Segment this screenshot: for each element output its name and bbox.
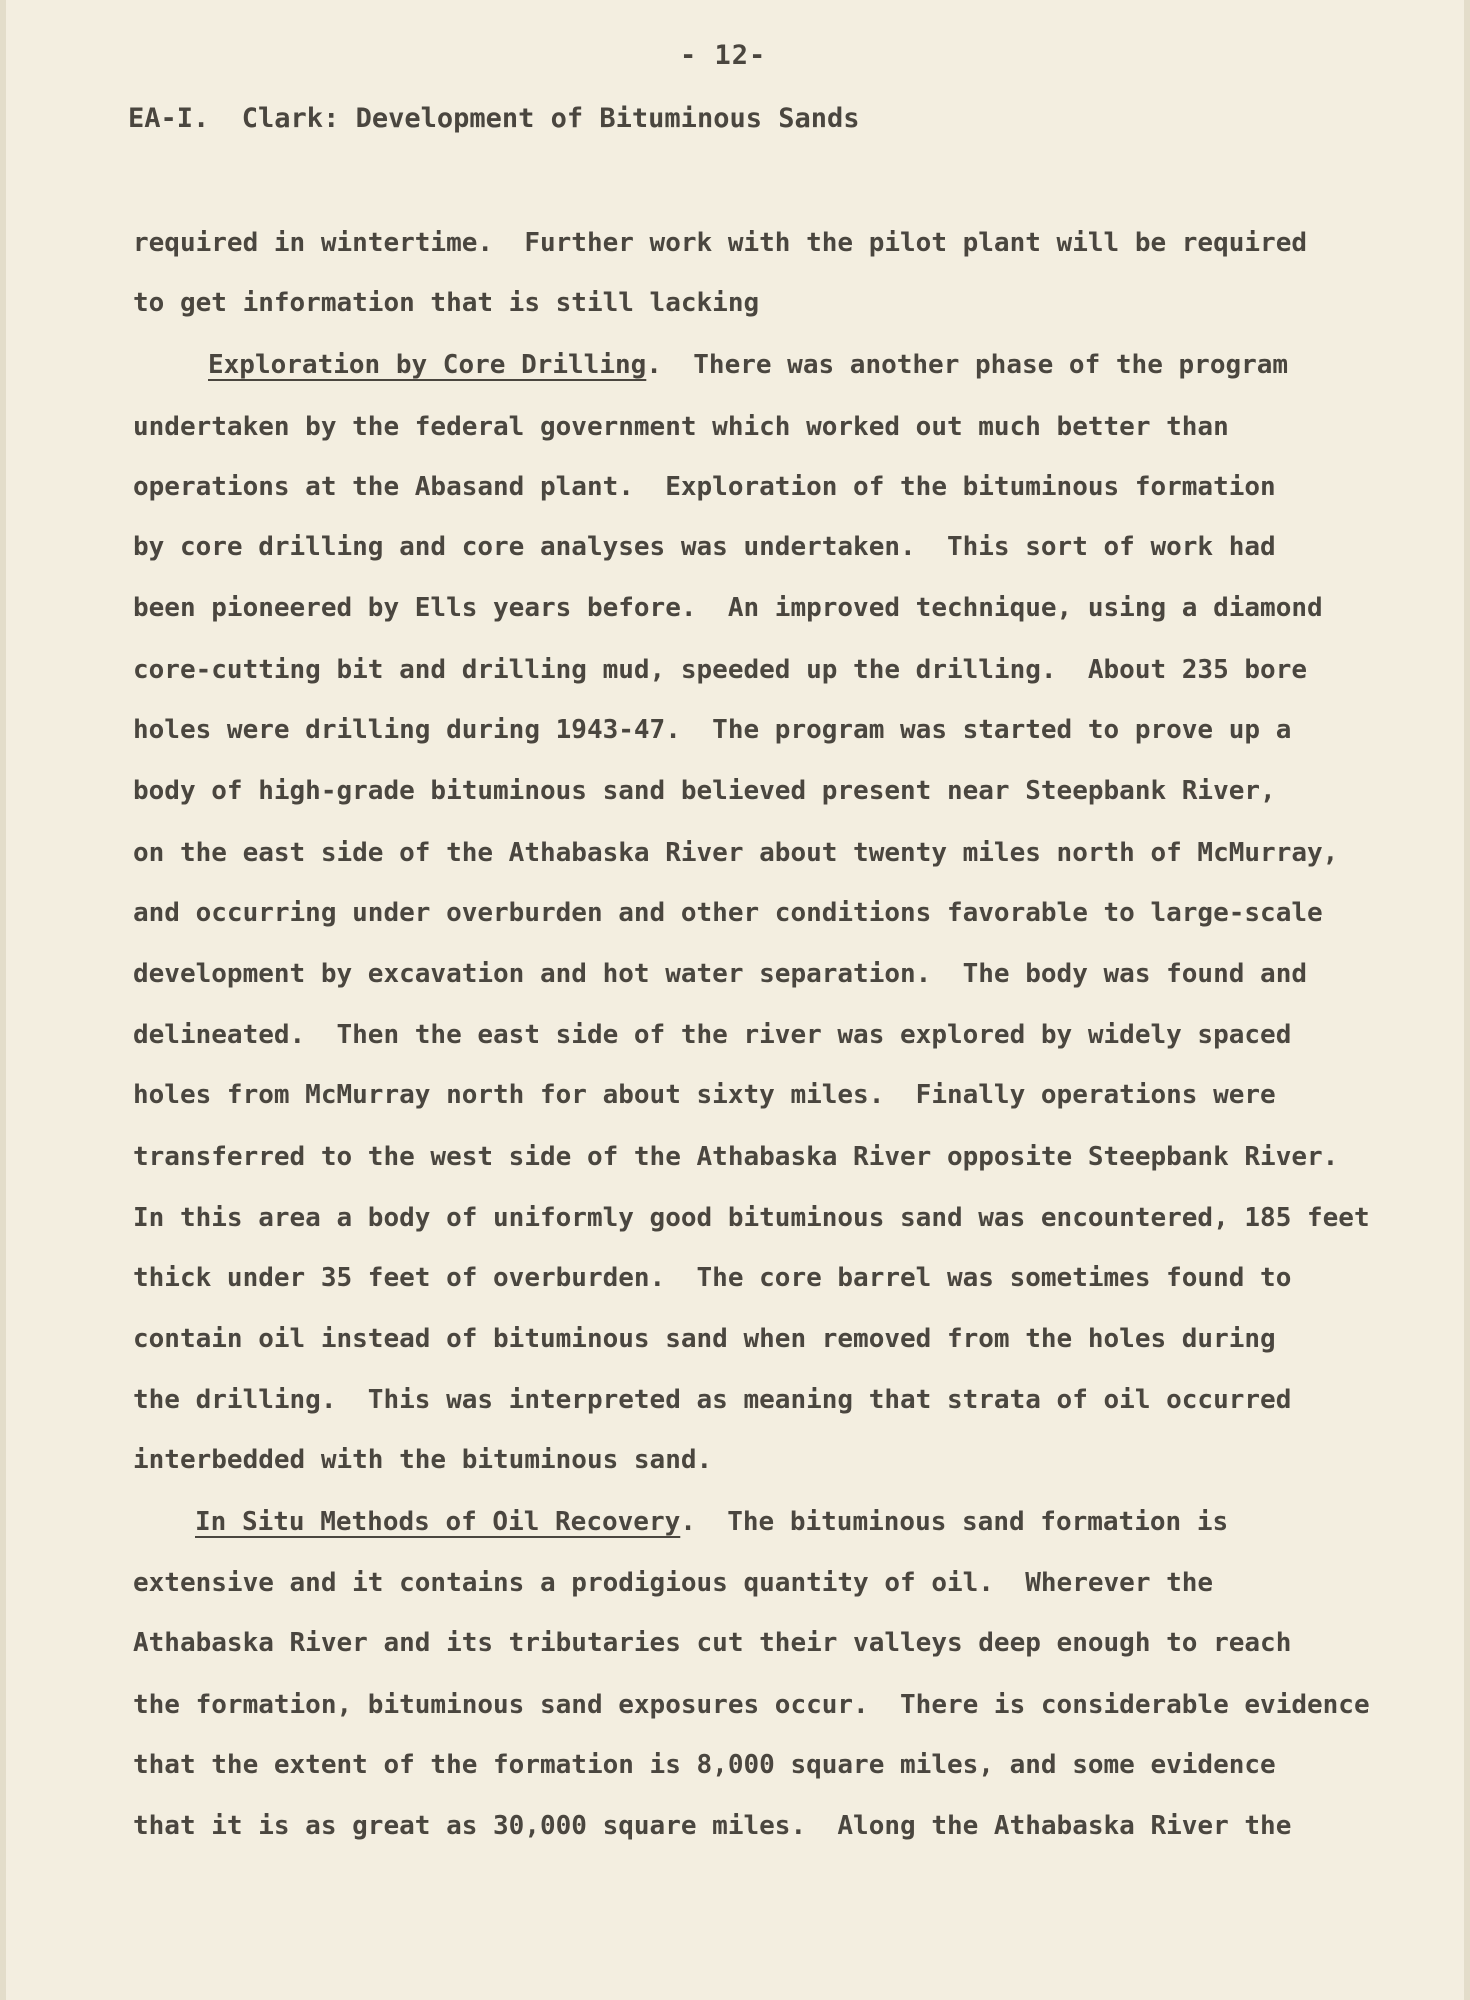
- page-number: - 12-: [680, 40, 767, 71]
- body-line: the formation, bituminous sand exposures occur. There is considerable evidence: [133, 1690, 1370, 1720]
- body-line: In this area a body of uniformly good bituminous sand was encountered, 185 feet: [133, 1203, 1370, 1233]
- body-line: transferred to the west side of the Athabaska River opposite Steepbank River.: [133, 1142, 1339, 1172]
- body-line: and occurring under overburden and other conditions favorable to large-scale: [133, 898, 1323, 928]
- body-line: that it is as great as 30,000 square miles. Along the Athabaska River the: [133, 1811, 1292, 1841]
- body-line: contain oil instead of bituminous sand when removed from the holes during: [133, 1324, 1276, 1354]
- body-line-rest: . The bituminous sand formation is: [680, 1507, 1229, 1537]
- body-line: interbedded with the bituminous sand.: [133, 1445, 713, 1475]
- body-line: been pioneered by Ells years before. An improved technique, using a diamond: [133, 593, 1323, 623]
- body-line: on the east side of the Athabaska River about twenty miles north of McMurray,: [133, 838, 1339, 868]
- body-line: holes were drilling during 1943-47. The program was started to prove up a: [133, 715, 1292, 745]
- body-line: development by excavation and hot water separation. The body was found and: [133, 959, 1307, 989]
- page-edge-right: [1464, 0, 1470, 2000]
- body-line-rest: . There was another phase of the program: [646, 350, 1289, 380]
- running-head: EA-I. Clark: Development of Bituminous Sands: [128, 103, 860, 134]
- body-line: undertaken by the federal government which worked out much better than: [133, 412, 1229, 442]
- body-line: Athabaska River and its tributaries cut their valleys deep enough to reach: [133, 1628, 1292, 1658]
- body-line: by core drilling and core analyses was undertaken. This sort of work had: [133, 532, 1276, 562]
- section-heading: In Situ Methods of Oil Recovery: [195, 1507, 681, 1537]
- body-line: holes from McMurray north for about sixty miles. Finally operations were: [133, 1080, 1276, 1110]
- body-line: core-cutting bit and drilling mud, speeded up the drilling. About 235 bore: [133, 655, 1307, 685]
- section-heading-line: [208, 350, 1288, 380]
- body-line: extensive and it contains a prodigious quantity of oil. Wherever the: [133, 1568, 1214, 1598]
- body-line: required in wintertime. Further work with the pilot plant will be required: [133, 228, 1307, 258]
- body-line: that the extent of the formation is 8,000 square miles, and some evidence: [133, 1750, 1276, 1780]
- body-line: delineated. Then the east side of the river was explored by widely spaced: [133, 1020, 1292, 1050]
- body-line: operations at the Abasand plant. Exploration of the bituminous formation: [133, 472, 1276, 502]
- section-heading-line: [195, 1507, 1228, 1537]
- body-line: thick under 35 feet of overburden. The core barrel was sometimes found to: [133, 1263, 1292, 1293]
- section-heading: Exploration by Core Drilling: [208, 350, 647, 380]
- body-line: body of high-grade bituminous sand believed present near Steepbank River,: [133, 776, 1276, 806]
- page-edge-left: [0, 0, 6, 2000]
- body-line: the drilling. This was interpreted as meaning that strata of oil occurred: [133, 1385, 1292, 1415]
- body-line: to get information that is still lacking: [133, 288, 760, 318]
